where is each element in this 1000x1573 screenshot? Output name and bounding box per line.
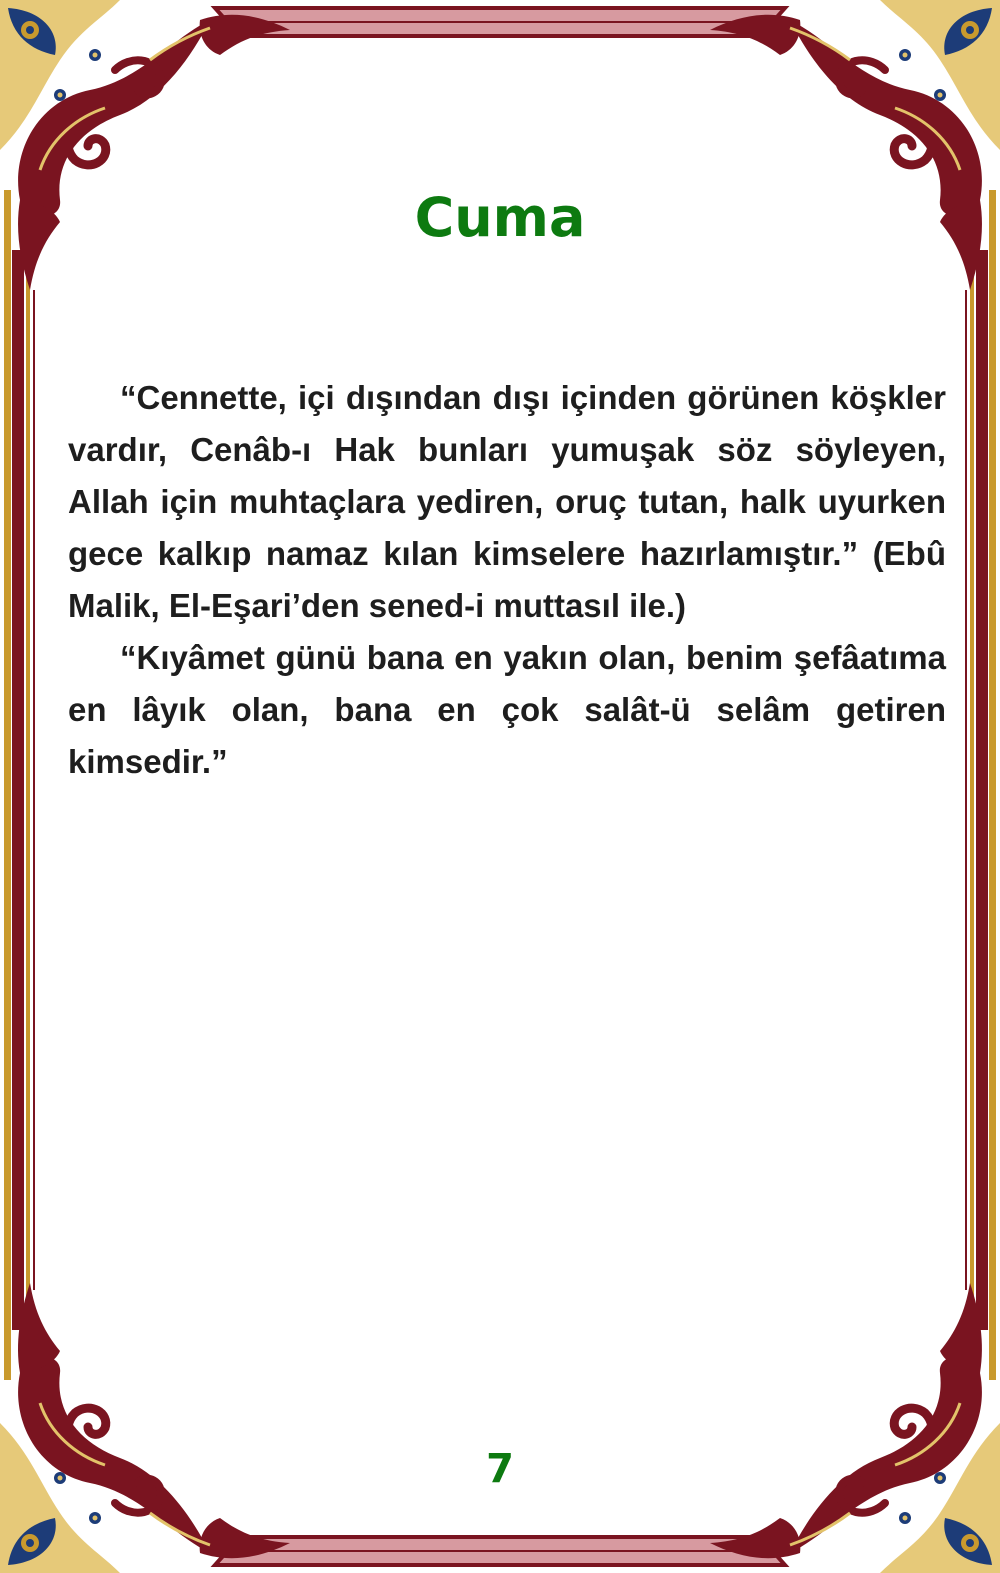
page-title: Cuma xyxy=(414,186,586,250)
paragraph-1 xyxy=(68,372,946,632)
paragraph-2-text: “Kıyâmet günü bana en yakın olan, benim şefâatıma en lâyık olan, bana en çok salât-ü selâm getiren kimsedir.” xyxy=(68,639,946,780)
paragraph-2 xyxy=(68,632,946,788)
paragraph-1-text: “Cennette, içi dışından dışı içinden görünen köşkler vardır, Cenâb-ı Hak bunları yumuşak söz söyleyen, Allah için muhtaçlara yediren, oruç tutan, halk uyurken gece kalkıp namaz kılan kimselere hazırlamıştır.” (Ebû Malik, El-Eşari’den sened-i muttasıl ile.) xyxy=(68,379,946,624)
page-number: 7 xyxy=(486,1446,514,1492)
body-text xyxy=(68,372,946,788)
